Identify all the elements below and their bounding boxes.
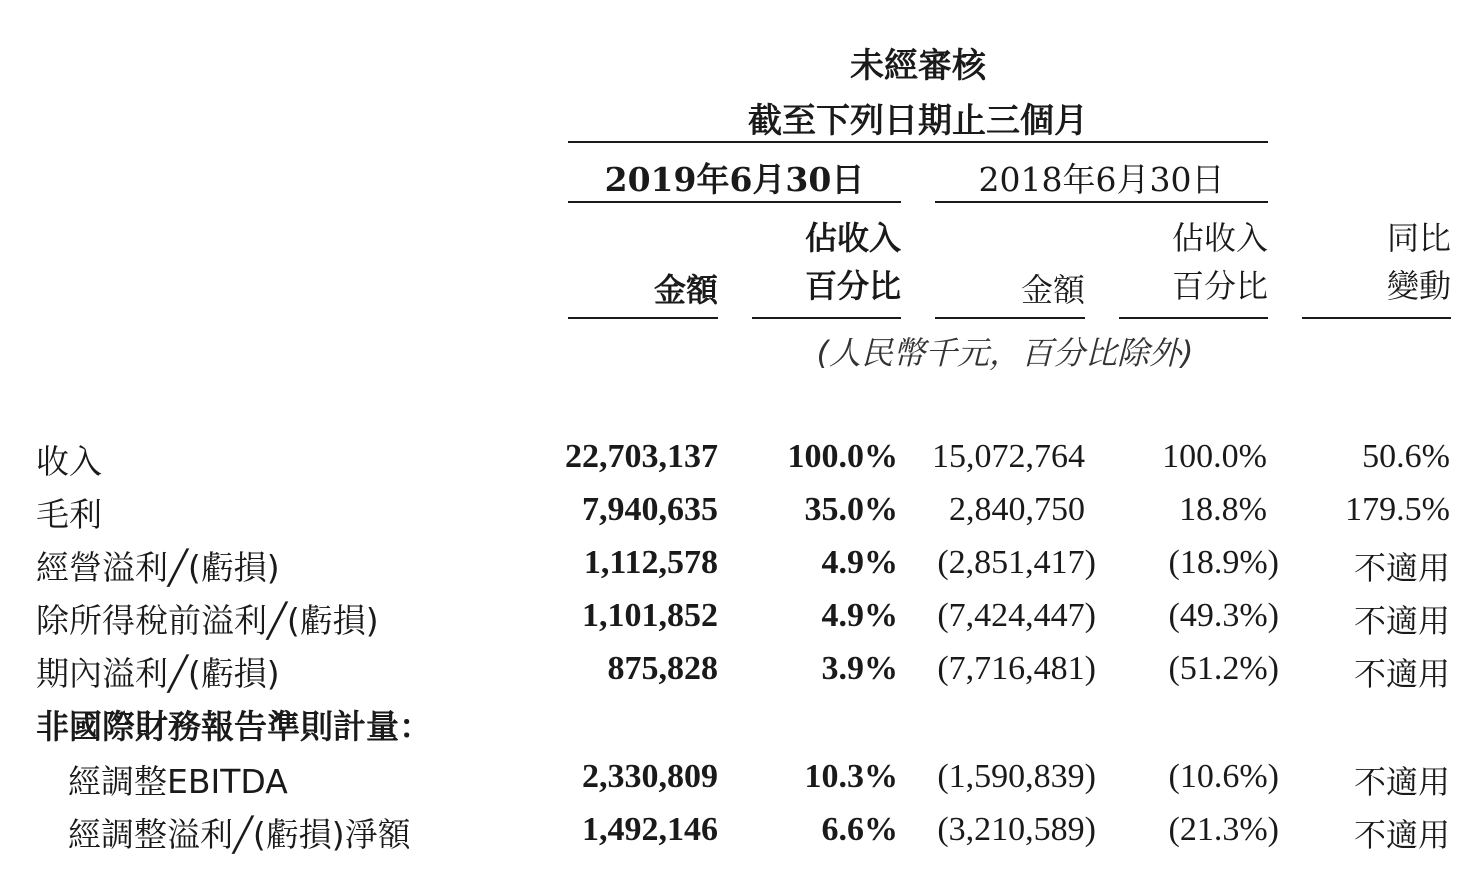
amount-2018: (7,716,481) [937, 650, 1096, 687]
period-2018: 2018年6月30日 [978, 160, 1225, 199]
yoy-change: 不適用 [1353, 763, 1450, 801]
table-subtitle: 截至下列日期止三個月 [748, 101, 1088, 141]
col-pct-2018-rule [1119, 317, 1268, 319]
col-yoy [1302, 214, 1451, 310]
yoy-change: 不適用 [1353, 549, 1450, 587]
col-pct-2019-line1: 佔收入 [804, 219, 901, 257]
pct-2019: 10.3% [804, 758, 898, 795]
period-2019: 2019年6月30日 [604, 160, 865, 199]
amount-2018: (3,210,589) [937, 811, 1096, 848]
col-pct-2018 [1119, 214, 1268, 310]
row-label: 除所得稅前溢利╱(虧損) [36, 601, 379, 640]
col-amount-2019-rule [568, 317, 718, 319]
row-label: 期內溢利╱(虧損) [36, 654, 280, 693]
yoy-change: 不適用 [1353, 655, 1450, 693]
amount-2019: 22,703,137 [565, 438, 718, 475]
row-label: 毛利 [36, 495, 102, 534]
amount-2018: (7,424,447) [937, 597, 1096, 634]
amount-2019: 7,940,635 [582, 491, 718, 528]
yoy-change: 50.6% [1362, 438, 1450, 475]
col-pct-2019-line2: 百分比 [804, 267, 901, 305]
pct-2018: (49.3%) [1168, 597, 1279, 634]
yoy-change: 不適用 [1353, 816, 1450, 854]
amount-2019: 1,112,578 [583, 544, 718, 581]
col-yoy-line2: 變動 [1386, 267, 1451, 305]
period-2018-rule [935, 201, 1268, 203]
row-label: 收入 [36, 442, 102, 481]
col-pct-2018-line1: 佔收入 [1171, 219, 1268, 257]
pct-2018: 18.8% [1179, 491, 1267, 528]
amount-2018: (2,851,417) [937, 544, 1096, 581]
pct-2019: 100.0% [787, 438, 898, 475]
col-amount-2019: 金額 [653, 271, 718, 309]
col-yoy-rule [1302, 317, 1451, 319]
row-label: 經營溢利╱(虧損) [36, 548, 280, 587]
col-amount-2018: 金額 [1020, 271, 1085, 309]
col-pct-2018-line2: 百分比 [1171, 267, 1268, 305]
amount-2018: 15,072,764 [932, 438, 1085, 475]
title-rule [568, 141, 1268, 143]
amount-2019: 875,828 [607, 650, 718, 687]
pct-2019: 35.0% [804, 491, 898, 528]
col-pct-2019-rule [752, 317, 901, 319]
col-yoy-line1: 同比 [1386, 219, 1451, 257]
col-pct-2019 [752, 214, 901, 310]
col-amount-2018-rule [935, 317, 1085, 319]
amount-2019: 1,492,146 [582, 811, 718, 848]
pct-2018: (21.3%) [1168, 811, 1279, 848]
pct-2019: 6.6% [821, 811, 898, 848]
pct-2019: 3.9% [821, 650, 898, 687]
amount-2018: (1,590,839) [937, 758, 1096, 795]
yoy-change: 179.5% [1345, 491, 1450, 528]
row-label: 經調整EBITDA [68, 762, 288, 801]
pct-2019: 4.9% [821, 544, 898, 581]
pct-2018: 100.0% [1162, 438, 1267, 475]
pct-2018: (18.9%) [1168, 544, 1279, 581]
yoy-change: 不適用 [1353, 602, 1450, 640]
amount-2018: 2,840,750 [949, 491, 1085, 528]
pct-2018: (51.2%) [1168, 650, 1279, 687]
non-ifrs-heading: 非國際財務報告準則計量： [36, 707, 432, 746]
period-2019-rule [568, 201, 901, 203]
pct-2019: 4.9% [821, 597, 898, 634]
amount-2019: 1,101,852 [582, 597, 718, 634]
row-label: 經調整溢利╱(虧損)淨額 [68, 815, 411, 854]
unit-note: (人民幣千元，百分比除外) [816, 334, 1194, 372]
amount-2019: 2,330,809 [582, 758, 718, 795]
pct-2018: (10.6%) [1168, 758, 1279, 795]
table-title: 未經審核 [850, 46, 986, 86]
